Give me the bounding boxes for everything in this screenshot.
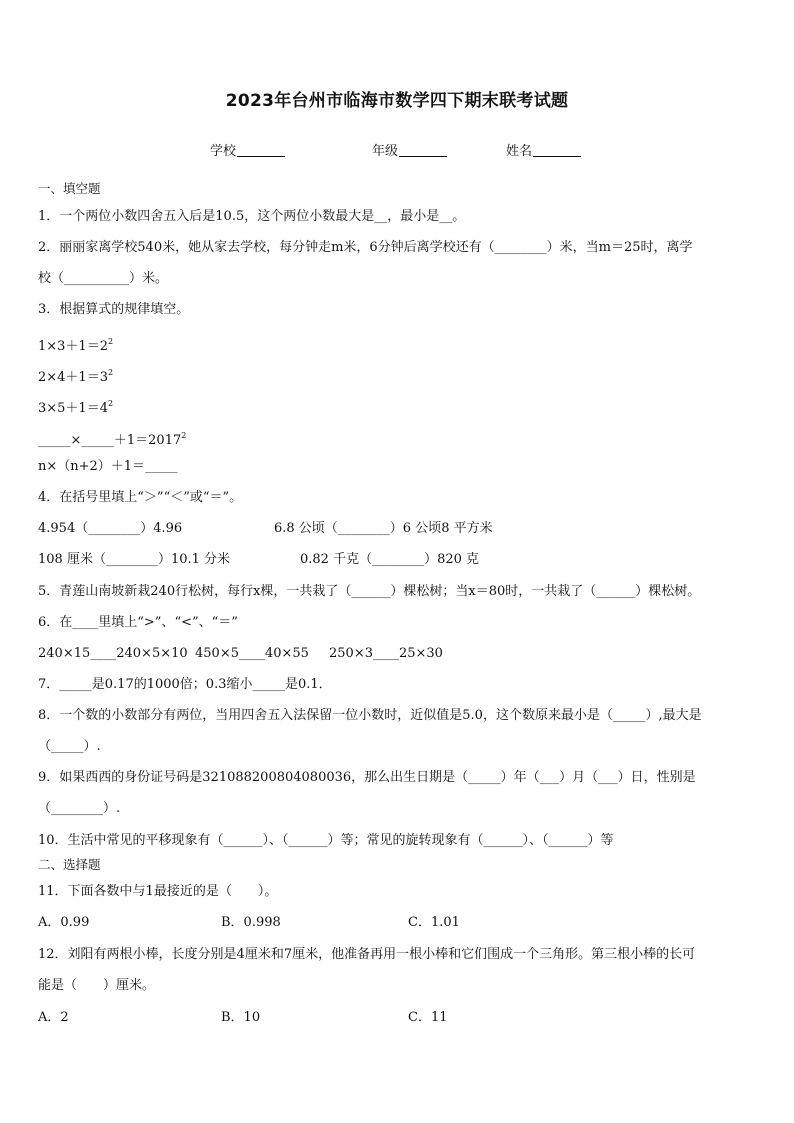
question-9-line-1: 9．如果西西的身份证号码是321088200804080036，那么出生日期是（_____）年（___）月（___）日，性别是 — [38, 770, 696, 785]
pattern-line-2: $2\times 4+1=3^2$ — [38, 368, 114, 385]
name-blank[interactable] — [533, 144, 581, 157]
grade-field — [372, 140, 447, 159]
question-10: 10．生活中常见的平移现象有（______）、（______）等；常见的旋转现象有（______）、（______）等 — [38, 833, 614, 848]
pattern-line-1: $1\times 3+1=2^2$ — [38, 337, 114, 354]
option-c[interactable]: C．1.01 — [408, 915, 460, 930]
question-7: 7．_____是0.17的1000倍；0.3缩小_____是0.1． — [38, 677, 332, 692]
question-8-line-1: 8．一个数的小数部分有两位，当用四舍五入法保留一位小数时，近似值是5.0，这个数原来最小是（_____）,最大是 — [38, 708, 702, 723]
compare-item: 250×3____25×30 — [329, 646, 443, 661]
compare-item: 4.954（________）4.96 — [38, 521, 183, 536]
question-8-line-2: （_____）. — [38, 739, 101, 754]
question-12-line-2: 能是（ ）厘米。 — [38, 978, 156, 993]
question-9-line-2: （________）. — [38, 801, 121, 816]
section-heading-fill: 一、填空题 — [38, 181, 101, 196]
question-1: 1．一个两位小数四舍五入后是10.5，这个两位小数最大是__，最小是__。 — [38, 209, 466, 224]
option-b[interactable]: B．0.998 — [221, 915, 281, 930]
grade-blank[interactable] — [399, 144, 447, 157]
compare-item: 450×5____40×55 — [195, 646, 309, 661]
section-heading-choice: 二、选择题 — [38, 857, 101, 872]
question-11: 11．下面各数中与1最接近的是（ ）。 — [38, 884, 278, 899]
question-6: 6．在____里填上“>”、“<”、“＝” — [38, 615, 238, 630]
pattern-line-4: $\_\_\_\_\_\times\_\_\_\_\_+1=2017^2$ — [38, 431, 187, 448]
compare-item: 108 厘米（________）10.1 分米 — [38, 552, 231, 567]
school-label: 学校 — [210, 144, 237, 159]
question-4: 4．在括号里填上“＞”“＜”或“＝”。 — [38, 490, 243, 505]
school-blank[interactable] — [237, 144, 285, 157]
option-c[interactable]: C．11 — [408, 1010, 448, 1025]
question-2-line-2: 校（__________）米。 — [38, 271, 169, 286]
question-3: 3．根据算式的规律填空。 — [38, 302, 190, 317]
school-field — [210, 140, 285, 159]
compare-item: 0.82 千克（________）820 克 — [300, 552, 480, 567]
question-2-line-1: 2．丽丽家离学校540米，她从家去学校，每分钟走m米，6分钟后离学校还有（________）米，当m＝25时，离学 — [38, 240, 693, 255]
pattern-line-3: $3\times 5+1=4^2$ — [38, 399, 114, 416]
grade-label: 年级 — [372, 144, 399, 159]
option-a[interactable]: A．2 — [38, 1010, 69, 1025]
option-b[interactable]: B．10 — [221, 1010, 261, 1025]
pattern-line-5: n×（n+2）＋1＝_____ — [38, 459, 178, 474]
name-label: 姓名 — [506, 144, 533, 159]
page-title: 2023年台州市临海市数学四下期末联考试题 — [225, 91, 569, 111]
option-a[interactable]: A．0.99 — [38, 915, 90, 930]
question-5: 5．青莲山南坡新栽240行松树，每行x棵，一共栽了（______）棵松树；当x＝80时，一共栽了（______）棵松树。 — [38, 584, 701, 599]
question-12-line-1: 12．刘阳有两根小棒，长度分别是4厘米和7厘米，他准备再用一根小棒和它们围成一个三角形。第三根小棒的长可 — [38, 947, 696, 962]
compare-item: 6.8 公顷（________）6 公顷8 平方米 — [274, 521, 493, 536]
name-field — [506, 140, 581, 159]
compare-item: 240×15____240×5×10 — [38, 646, 188, 661]
